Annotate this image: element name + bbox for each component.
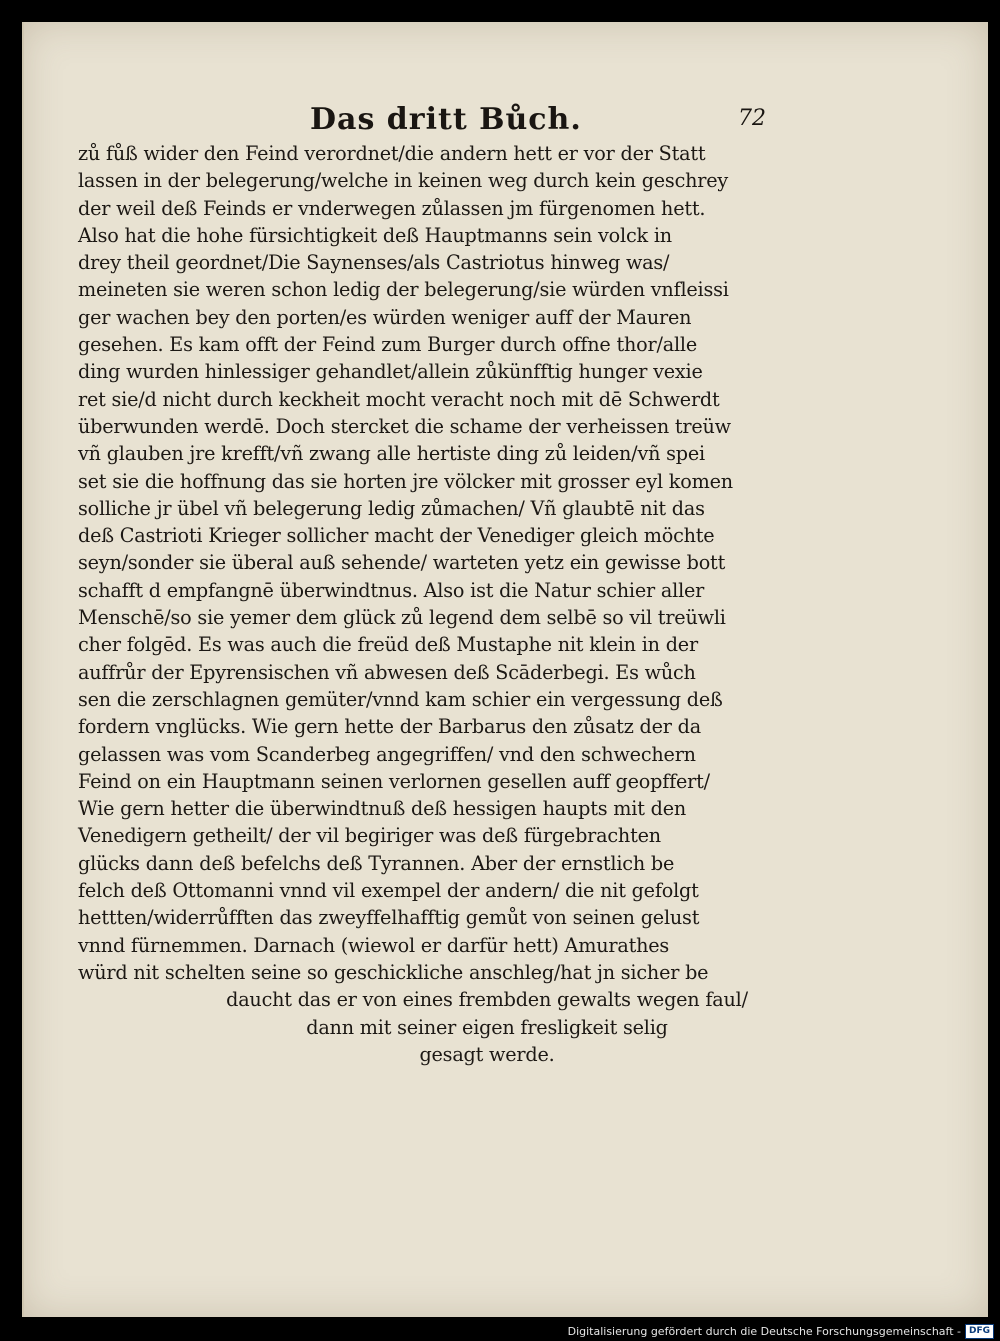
text-line: vñ glauben jre krefft/vñ zwang alle hertiste ding zů leiden/vñ spei	[78, 442, 705, 466]
text-line: deß Castrioti Krieger sollicher macht der Venediger gleich möchte	[78, 524, 715, 548]
scanned-page	[22, 22, 988, 1317]
text-line: vnnd fürnemmen. Darnach (wiewol er darfür hett) Amurathes	[78, 933, 670, 957]
text-line: Venedigern getheilt/ der vil begiriger was deß fürgebrachten	[78, 824, 661, 848]
text-line: ger wachen bey den porten/es würden weniger auff der Mauren	[78, 305, 692, 329]
text-line: schafft d empfangnē überwindtnus. Also ist die Natur schier aller	[78, 578, 705, 602]
digitization-credit	[568, 1324, 994, 1339]
text-line: Menschē/so sie yemer dem glück zů legend dem selbē so vil treüwli	[78, 606, 726, 630]
text-line: lassen in der belegerung/welche in keinen weg durch kein geschrey	[78, 169, 729, 193]
text-line: Feind on ein Hauptmann seinen verlornen gesellen auff geopffert/	[78, 769, 710, 793]
text-line: hettten/widerrůfften das zweyffelhafftig gemůt von seinen gelust	[78, 906, 700, 930]
text-line: Wie gern hetter die überwindtnuß deß hessigen haupts mit den	[78, 797, 687, 821]
text-line: gelassen was vom Scanderbeg angegriffen/ vnd den schwechern	[78, 742, 696, 766]
body-text	[78, 140, 808, 1068]
text-line: überwunden werdē. Doch stercket die schame der verheissen treüw	[78, 414, 731, 438]
text-line: auffrůr der Epyrensischen vñ abwesen deß Scāderbegi. Es wůch	[78, 660, 696, 684]
dfg-logo: DFG	[965, 1324, 994, 1339]
text-line: seyn/sonder sie überal auß sehende/ warteten yetz ein gewisse bott	[78, 551, 726, 575]
text-line: cher folgēd. Es was auch die freüd deß Mustaphe nit klein in der	[78, 633, 698, 657]
text-line: würd nit schelten seine so geschickliche anschleg/hat jn sicher be	[78, 960, 709, 984]
text-line: felch deß Ottomanni vnnd vil exempel der andern/ die nit gefolgt	[78, 879, 699, 903]
text-line: Also hat die hohe fürsichtigkeit deß Hauptmanns sein volck in	[78, 223, 672, 247]
text-line: meineten sie weren schon ledig der belegerung/sie würden vnfleissi	[78, 278, 729, 302]
closing-line: dann mit seiner eigen fresligkeit selig	[306, 1015, 668, 1039]
credit-text: Digitalisierung gefördert durch die Deutsche Forschungsgemeinschaft -	[567, 1325, 961, 1338]
closing-line: gesagt werde.	[419, 1042, 555, 1066]
text-line: zů fůß wider den Feind verordnet/die andern hett er vor der Statt	[78, 142, 706, 165]
page-number: 72	[738, 106, 766, 131]
closing-line: daucht das er von eines frembden gewalts wegen faul/	[226, 988, 748, 1012]
text-line: solliche jr übel vñ belegerung ledig zůmachen/ Vñ glaubtē nit das	[78, 496, 705, 520]
text-line: sen die zerschlagnen gemüter/vnnd kam schier ein vergessung deß	[78, 687, 723, 711]
text-line: fordern vnglücks. Wie gern hette der Barbarus den zůsatz der da	[78, 715, 701, 739]
text-line: glücks dann deß befelchs deß Tyrannen. Aber der ernstlich be	[78, 851, 675, 875]
text-line: gesehen. Es kam offt der Feind zum Burger durch offne thor/alle	[78, 333, 697, 357]
text-line: set sie die hoffnung das sie horten jre völcker mit grosser eyl komen	[78, 469, 733, 493]
text-line: drey theil geordnet/Die Saynenses/als Castriotus hinweg was/	[78, 251, 670, 275]
text-line: ding wurden hinlessiger gehandlet/allein zůkünfftig hunger vexie	[78, 360, 703, 384]
text-line: ret sie/d nicht durch keckheit mocht veracht noch mit dē Schwerdt	[78, 387, 720, 411]
text-line: der weil deß Feinds er vnderwegen zůlassen jm fürgenomen hett.	[78, 196, 706, 220]
running-head: Das dritt Bůch.	[310, 102, 582, 137]
